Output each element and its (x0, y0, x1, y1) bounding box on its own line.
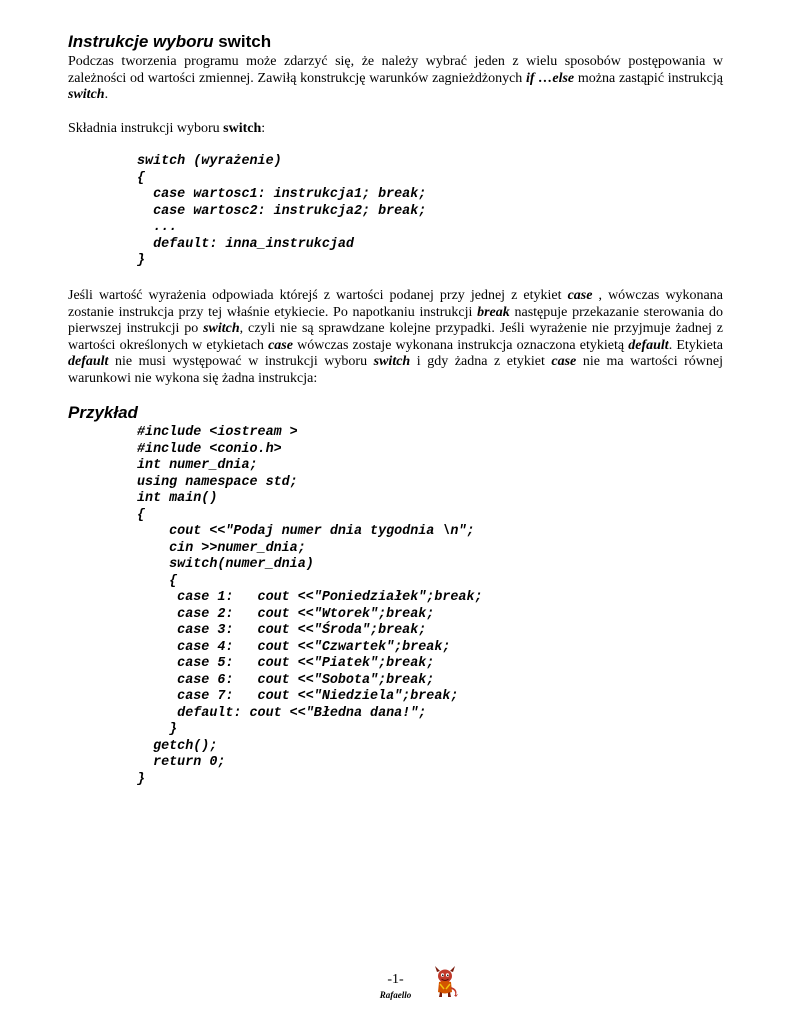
text-run: Składnia instrukcji wyboru (68, 121, 224, 136)
keyword-if-else: if …else (526, 70, 575, 86)
keyword-switch: switch (223, 121, 262, 136)
keyword-case: case (268, 337, 293, 353)
keyword-default: default (68, 354, 109, 369)
keyword-case: case (551, 354, 577, 369)
text-run: i gdy żadna z etykiet (410, 354, 552, 369)
keyword-default: default (628, 337, 669, 353)
keyword-switch: switch (68, 87, 105, 102)
text-run: , wówczas wykonana zostanie instrukcja przy tej właśnie etykiecie. Po napotkaniu instrukcji (68, 288, 723, 320)
devil-mascot-icon (428, 965, 462, 999)
syntax-intro-paragraph (68, 121, 723, 138)
example-heading: Przykład (68, 403, 138, 422)
text-run: : (261, 121, 266, 136)
text-run: wówczas zostaje wykonana instrukcja oznaczona etykietą (292, 337, 629, 353)
heading-plain-part: switch (218, 32, 272, 51)
text-run: , czyli nie są sprawdzane kolejne przypadki. Jeśli wyrażenie nie przyjmuje żadnej z wartości określonych w etykietach (68, 321, 724, 353)
keyword-switch: switch (373, 354, 411, 369)
text-run: następuje przekazanie sterowania do pierwszej instrukcji po (68, 304, 723, 336)
heading-italic-part: Instrukcje wyboru (68, 32, 214, 51)
text-run: nie musi występować w instrukcji wyboru (108, 354, 374, 369)
syntax-code-block: switch (wyrażenie) { case wartosc1: instrukcja1; break; case wartosc2: instrukcja2; break; ... default: inna_instrukcjad } (137, 154, 427, 268)
page-number: -1- (387, 972, 404, 987)
text-run: Jeśli wartość wyrażenia odpowiada którejś z wartości podanej przy jednej z etykiet (68, 288, 568, 303)
keyword-switch: switch (203, 321, 240, 336)
text-run: . Etykieta (668, 337, 723, 353)
text-run: Podczas tworzenia programu może zdarzyć się, że należy wybrać jeden z wielu sposobów postępowania w zależności od wartości zmiennej. Zawiłą konstrukcję warunków zagnieżdżonych (68, 54, 723, 86)
intro-paragraph (68, 54, 723, 104)
explanation-paragraph (68, 288, 723, 387)
keyword-break: break (477, 304, 510, 320)
author-name: Rafaello (379, 990, 412, 1000)
example-code-block: #include <iostream > #include <conio.h> int numer_dnia; using namespace std; int main() { cout <<"Podaj numer dnia tygodnia \n"; cin >>numer_dnia; switch(numer_dnia) { case 1: cout <<"Poniedziałek";break; case 2: cout <<"Wtorek";break; case 3: cout <<"Środa";break; case 4: cout <<"Czwartek";break; case 5: cout <<"Piatek";break; case 6: cout <<"Sobota";break; case 7: cout <<"Niedziela";break; default: cout <<"Błedna dana!"; } getch(); return 0; } (137, 425, 483, 787)
text-run: można zastąpić instrukcją (574, 70, 723, 86)
keyword-case: case (567, 288, 593, 303)
section-heading-switch (68, 32, 271, 52)
text-run: . (104, 87, 109, 102)
text-run: nie ma wartości równej warunkowi nie wykona się żadna instrukcja: (68, 354, 724, 386)
